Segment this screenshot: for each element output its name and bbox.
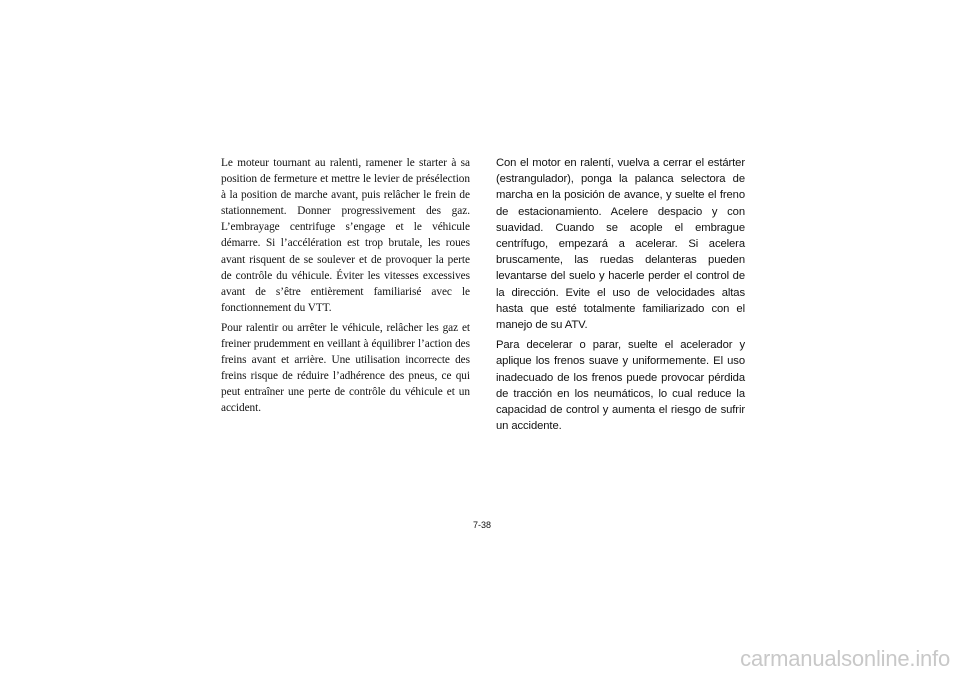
page-number: 7-38: [472, 520, 491, 530]
spanish-text-column: [496, 155, 745, 438]
french-paragraph-2: Pour ralentir ou arrêter le véhicule, relâcher les gaz et freiner prudemment en veillant à équilibrer l’action des freins avant et arrière. Une utilisation incorrecte des freins risque de réduire l’adhérence des pneus, ce qui peut entraîner une perte de contrôle du véhicule et un accident.: [221, 321, 470, 415]
spanish-paragraph-2: Para decelerar o parar, suelte el acelerador y aplique los frenos suave y uniformemente. El uso inadecuado de los frenos puede provocar pérdida de tracción en los neumáticos, lo cual reduce la capacidad de control y aumenta el riesgo de sufrir un accidente.: [496, 339, 745, 433]
spanish-paragraph-1: Con el motor en ralentí, vuelva a cerrar el estárter (estrangulador), ponga la palanca selectora de marcha en la posición de avance, y suelte el freno de estacionamiento. Acelere despacio y con suavidad. Cuando se acople el embrague centrífugo, empezará a acelerar. Si acelera bruscamente, las ruedas delanteras pueden levantarse del suelo y hacerle perder el control de la dirección. Evite el uso de velocidades altas hasta que esté totalmente familiarizado con el manejo de su ATV.: [496, 157, 745, 332]
french-text-column: [221, 155, 470, 421]
watermark: carmanualsonline.info: [740, 646, 950, 671]
french-paragraph-1: Le moteur tournant au ralenti, ramener le starter à sa position de fermeture et mettre le levier de présélection à la position de marche avant, puis relâcher le frein de stationnement. Donner progressivement des gaz. L’embrayage centrifuge s’engage et le véhicule démarre. Si l’accélération est trop brutale, les roues avant risquent de se soulever et de provoquer la perte de contrôle du véhicule. Éviter les vitesses excessives avant de s’être entièrement familiarisé avec le fonctionnement du VTT.: [221, 157, 470, 314]
